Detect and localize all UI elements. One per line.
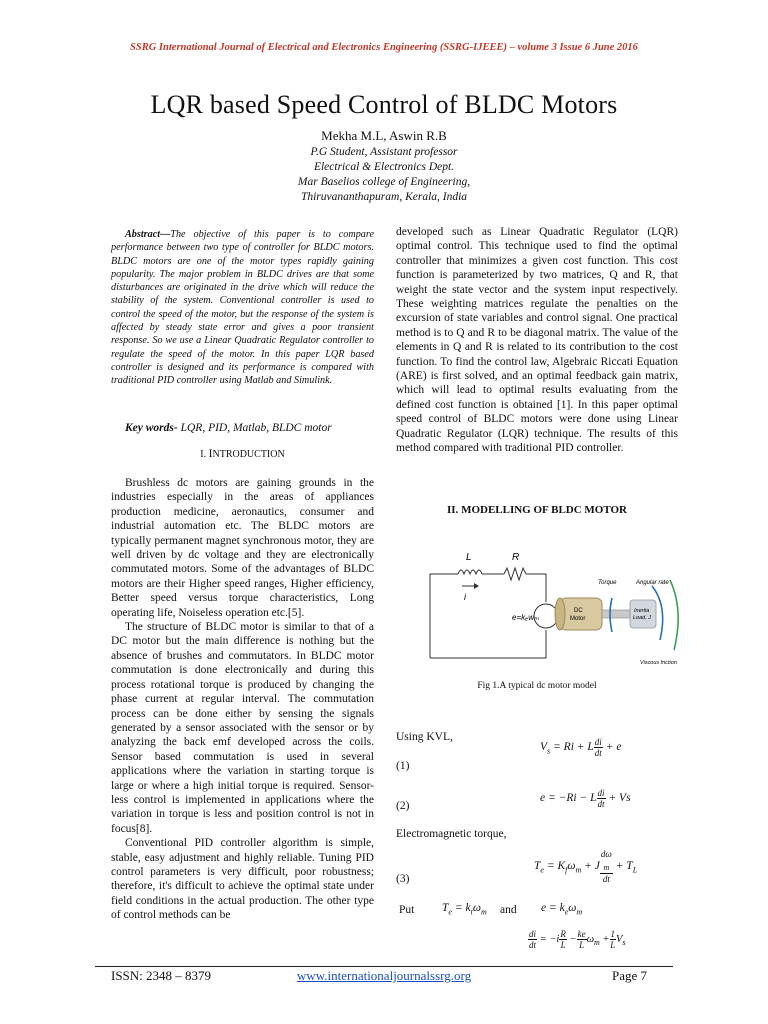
- affiliation-line-2: Electrical & Electronics Dept.: [313, 161, 455, 173]
- viscous-friction-arrow: [670, 580, 678, 650]
- section2-title: MODELLING OF BLDC MOTOR: [461, 504, 627, 516]
- affiliation-line-1: P.G Student, Assistant professor: [310, 146, 458, 158]
- eq3-den: dt: [602, 873, 610, 884]
- put1-lhs: T: [442, 902, 449, 914]
- section2-number: II.: [447, 504, 462, 516]
- put-label: Put: [399, 904, 415, 916]
- eq1-sub: s: [547, 746, 551, 756]
- eq4-den2: L: [560, 940, 566, 950]
- equation-number-3: (3): [396, 873, 410, 885]
- eq3-mid: = K: [543, 860, 566, 873]
- footer-url-link[interactable]: www.internationaljournalssrg.org: [296, 968, 472, 983]
- label-dc: DC: [574, 608, 583, 614]
- circuit-wire-right: [526, 574, 546, 602]
- equation-2: [540, 788, 631, 809]
- eq4-den4: L: [610, 940, 616, 950]
- equation-number-1: (1): [396, 760, 410, 772]
- put2-sub2: m: [576, 907, 583, 917]
- put2-omega: ω: [568, 902, 577, 914]
- footer-issn: ISSN: 2348 – 8379: [111, 968, 212, 983]
- intro-paragraph-1: Brushless dc motors are gaining grounds in the industries especially in the areas of appliances production medicine, aeronautics, consumer and industrial automation etc. The BLDC motors are typically permanent magnet synchronous motor, they are well driven by dc voltage and they are electronically commutated motors. Some of the advantages of BLDC motors are their Higher speed ranges, Higher efficiency, Better speed versus torque characteristics, Long operating life, Noiseless operation etc.[5].: [111, 477, 374, 619]
- eq4-frac2: [559, 929, 567, 950]
- eq3-sub3: m: [575, 865, 582, 875]
- equation-4: [528, 929, 626, 950]
- abstract-text: The objective of this paper is to compare performance between two type of controller for BLDC motors. BLDC motors are one of the motor types rapidly gaining popularity. The major problem in BLDC drives are that some disturbances are originated in the drive which will reduce the stability of the system. Conventional controller is used to control the speed of the motor, but the response of the system is affected by steady state error and gives a poor transient response. So we use a Linear Quadratic Regulator controller to regulate the speed of the motor. In this paper LQR based controller is designed and its performance is compared with traditional PID controller using Matlab and Simulink.: [111, 229, 374, 387]
- eq1-fraction: [594, 737, 603, 758]
- torque-label: Electromagnetic torque,: [396, 828, 507, 840]
- eq4-num4: 1: [610, 929, 615, 939]
- eq1-lhs: V: [540, 741, 548, 754]
- resistor: [504, 568, 526, 580]
- eq3-fraction: [600, 849, 613, 884]
- abstract-label: Abstract—: [125, 229, 171, 240]
- label-motor: Motor: [570, 616, 586, 622]
- eq4-a: = −i: [537, 933, 560, 945]
- eq4-num3: ke: [577, 929, 586, 939]
- keywords-text: LQR, PID, Matlab, BLDC motor: [177, 422, 332, 434]
- journal-header: SSRG International Journal of Electrical and Electronics Engineering (SSRG-IJEEE) – volume 3 Issue 6 June 2016: [130, 42, 638, 53]
- section-heading-modelling: [396, 504, 678, 516]
- current-arrowhead: [474, 583, 479, 589]
- inductor-coil: [458, 570, 482, 574]
- paper-title: LQR based Speed Control of BLDC Motors: [150, 90, 618, 119]
- eq4-frac3: [577, 929, 587, 950]
- authors: Mekha M.L, Aswin R.B: [321, 128, 447, 143]
- eq3-end: + T: [612, 860, 633, 873]
- section-heading-introduction: [111, 448, 374, 460]
- label-load: Load, J: [633, 615, 652, 621]
- put1-sub2: t: [470, 907, 473, 917]
- eq3-sub: e: [540, 865, 544, 875]
- intro-paragraph-2: The structure of BLDC motor is similar to that of a DC motor but the main difference is nothing but the absence of brushes and commutators. In BLDC motor commutation is done electronically and during this process rotational torque is produced by changing the phase current at regular interval. The commutation process can be done either by sensing the signals generated by a sensor associated with the sensor or by analyzing the back emf developed across the coils. Sensor based commutation is used in several applications where the variation in starting torque is large or where a high initial torque is required. Sensor-less control is implemented in applications where the variation in torque is less and position control is not in focus[8].: [111, 621, 374, 835]
- eq4-num2: R: [560, 929, 566, 939]
- eq1-mid: = Ri + L: [550, 741, 594, 754]
- eq3-num-text: dω: [600, 849, 612, 859]
- eq2-end: + Vs: [605, 792, 631, 805]
- affiliation: [0, 145, 768, 205]
- and-label: and: [500, 904, 517, 916]
- put1-omega: ω: [472, 902, 481, 914]
- put2-lhs: e = k: [541, 902, 565, 914]
- motor-shaft: [602, 610, 630, 618]
- motor-body: [560, 598, 602, 630]
- equation-1: [540, 737, 621, 758]
- eq4-omega-sub: m: [594, 938, 600, 947]
- put2-sub: e: [564, 907, 569, 917]
- put-equation-2: [541, 902, 582, 916]
- eq1-den: dt: [594, 748, 602, 758]
- motor-face: [555, 598, 565, 630]
- eq4-den3: L: [579, 940, 585, 950]
- abstract: [111, 228, 374, 388]
- circuit-wire-bottom: [430, 630, 546, 658]
- dc-motor-model-figure: [428, 546, 684, 670]
- eq4-d: +: [599, 933, 610, 945]
- section-number: I.: [200, 449, 209, 460]
- circuit-wire: [430, 574, 458, 658]
- label-inertia: Inertia: [634, 608, 650, 614]
- label-emf: e=kₑwₘ: [512, 613, 539, 622]
- eq4-den1: dt: [529, 940, 537, 950]
- equation-number-2: (2): [396, 800, 410, 812]
- eq4-num1: di: [529, 929, 537, 939]
- put1-sub3: m: [480, 907, 487, 917]
- label-torque: Torque: [598, 580, 617, 586]
- section-first-letter: I: [208, 448, 213, 460]
- label-angular: Angular rate: [636, 580, 669, 586]
- eq4-b: −: [566, 933, 577, 945]
- affiliation-line-3: Mar Baselios college of Engineering,: [297, 176, 471, 188]
- put-equation-1: [442, 902, 487, 916]
- eq2-den: dt: [597, 799, 605, 809]
- eq4-v: V: [616, 933, 623, 945]
- lqr-paragraph: developed such as Linear Quadratic Regulator (LQR) optimal control. This technique used to find the optimal controller that minimizes a given cost function. This cost function is parameterized by two matrices, Q and R, that weight the state vector and the system input respectively. These weighting matrices regulate the penalties on the excursion of state variables and control signal. One practical method is to Q and R to be diagonal matrix. The value of the elements in Q and R is related to its contribution to the cost function. To find the control law, Algebraic Riccati Equation (ARE) is first solved, and an optimal feedback gain matrix, which will lead to optimal results evaluating from the defined cost function is obtained [1]. In this paper optimal speed control of BLDC motors were done using Linear Quadratic Regulator (LQR) technique. The results of this method compared with traditional PID controller.: [396, 226, 678, 455]
- label-i: i: [464, 592, 466, 602]
- eq2-lhs: e = −Ri − L: [540, 792, 597, 805]
- eq4-frac1: [528, 929, 537, 950]
- eq3-num-sub: m: [603, 862, 610, 872]
- eq3-omega: ω: [567, 860, 576, 873]
- eq3-mid3: + J: [581, 860, 600, 873]
- eq3-num: [600, 849, 613, 874]
- eq3-sub4: L: [632, 865, 638, 875]
- footer-divider: [95, 966, 673, 967]
- eq2-num: di: [597, 788, 605, 798]
- put1-mid: = k: [451, 902, 471, 914]
- intro-paragraph-3: Conventional PID controller algorithm is simple, stable, easy adjustment and highly reliable. Tuning PID control parameters is very difficult, poor robustness; therefore, it's difficult to achieve the optimal state under field conditions in the actual production. The other type of control methods can be: [111, 837, 374, 922]
- section-title-rest: NTRODUCTION: [212, 449, 285, 460]
- introduction-body: [111, 476, 374, 923]
- eq1-end: + e: [602, 741, 622, 754]
- affiliation-line-4: Thiruvananthapuram, Kerala, India: [300, 191, 468, 203]
- keywords-label: Key words-: [125, 422, 178, 434]
- eq4-omega: ω: [586, 933, 594, 945]
- keywords: [111, 422, 374, 434]
- right-column-text: [396, 225, 678, 456]
- label-viscous: Viscous friction: [640, 660, 677, 666]
- eq2-fraction: [597, 788, 606, 809]
- put1-sub: e: [448, 907, 452, 917]
- footer-page-number: Page 7: [612, 968, 648, 983]
- kvl-label: Using KVL,: [396, 731, 453, 743]
- eq1-num: di: [594, 737, 602, 747]
- label-L: L: [466, 552, 472, 563]
- eq3-sub2: f: [565, 865, 568, 875]
- eq3-lhs: T: [534, 860, 541, 873]
- label-R: R: [512, 552, 520, 563]
- figure-caption: Fig 1.A typical dc motor model: [477, 681, 597, 691]
- eq4-v-sub: s: [622, 938, 626, 947]
- inertia-load: [630, 600, 656, 628]
- equation-3: [534, 849, 637, 884]
